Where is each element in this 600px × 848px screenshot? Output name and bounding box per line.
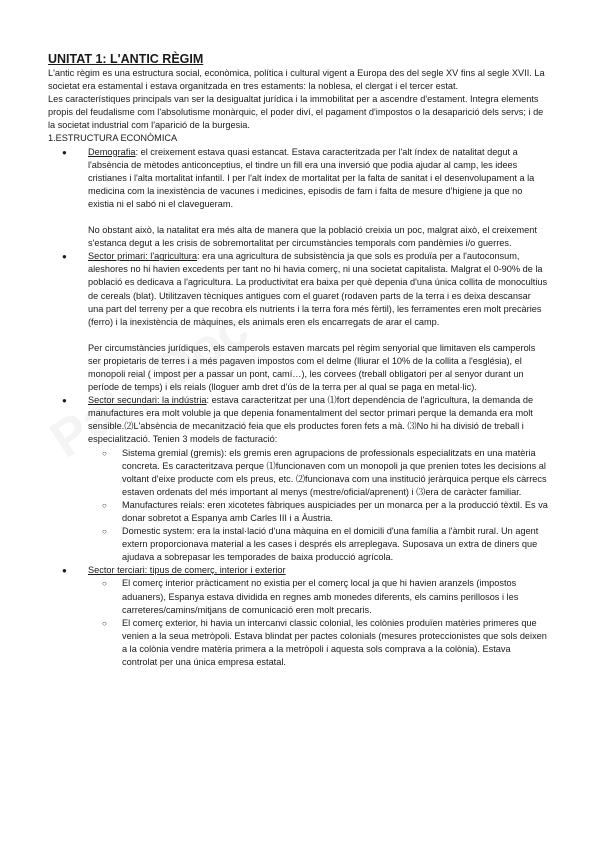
sub-item: ○ Domestic system: era la instal·lació d'una màquina en el domicili d'una família a l'àmbit rural. Un agent extern proporcionava material a les cases i després els arreplegava. Suposava un extra de diners que ajudava a sobrepasar les temporades de baixa producció agrícola. [88,525,548,564]
sub-item: ○ El comerç interior pràcticament no existia per el comerç local ja que hi havien aranzels (impostos aduaners), Espanya estava dividida en regnes amb monedes diferents, els camins perillosos i les carreteres/camins/mitjans de comunicació eren molt precaris. [88,577,548,616]
sub-item: ○ Sistema gremial (gremis): els gremis eren agrupacions de professionals especialitzats en una matèria concreta. Es caracteritzava perque ⑴funcionaven com un monopoli ja que prenien totes les decisions al voltant d'eixe producte com els preus, etc. ⑵funcionava com una institució jeràrquica perque els càrrecs estaven ordenats del més important al menys (mestre/oficial/aprenent) i ⑶era de caràcter familiar. [88,447,548,499]
sub-list [88,447,548,565]
bullet-sector-secundari [48,394,548,564]
bullet-demografia [48,146,548,251]
bullet-label: Sector primari: l'agricultura [88,251,197,262]
intro-paragraph-2: Les característiques principals van ser la desigualtat jurídica i la immobilitat per a ascendre d'estament. Integra elements propis del feudalisme com l'absolutisme monàrquic, el poder diví, el pagament d'impostos o la desaparició dels servs; i de la societat industrial com l'aparició de la burgesia. [48,94,544,131]
bullet-list [48,146,548,670]
sub-list [88,577,548,669]
bullet-label: Demografia [88,146,136,157]
bullet-text: : era una agricultura de subsistència ja que sols es produïa per a l'autoconsum, aleshores no hi havien excedents per tant no hi havia comerç, ni una societat capitalista. Malgrat el 0-90% de la població es dedicava a l'agricultura. La productivitat era baixa per què depenia d'una única collita de monocultius de cereals (blat). Utilitzaven tècniques antigues com el guaret (rodaven parts de la terra i es deixa descansar una part del terreny per a que recobra els nutrients i la terra fora més fèrtil), les ferramentes eren molt precàries (ferro) i la inexistència de màquines, els animals eren els encarregats de arar el camp. [88,251,548,327]
sub-item: ○ El comerç exterior, hi havia un intercanvi classic colonial, les colònies produïen matèries primeres que venien a la seua metròpoli. Estava blindat per pactes colonials (mesures proteccionistes que sols deixen a la colònia vendre matèria primera a la metròpoli i aquesta sols comprava a la colònia). Estava controlat per una única empresa estatal. [88,617,548,669]
section-heading: 1.ESTRUCTURA ECONÒMICA [48,133,178,144]
bullet-label: Sector secundari: la indústria [88,395,207,406]
sub-item: ○ Manufactures reials: eren xicotetes fàbriques auspiciades per un monarca per a la producció tèxtil. Es va donar sobretot a Espanya amb Carles III i a Àustria. [88,499,548,525]
page-title: UNITAT 1: L'ANTIC RÈGIM [48,52,204,66]
bullet-sector-terciari [48,564,548,669]
bullet-label: Sector terciari: tipus de comerç, interior i exterior [88,565,286,576]
intro-paragraph-1: L'antic règim es una estructura social, econòmica, política i cultural vigent a Europa des del segle XV fins al segle XVII. La societat era estamental i estava organitzada en tres estaments: la noblesa, el clergat i el tercer estat. [48,68,545,92]
bullet-text: : el creixement estava quasi estancat. Estava caracteritzada per l'alt índex de natalitat degut a l'absència de mètodes anticonceptius, el tindre un fill era una inversió que podia ajudar al camp, les idees cristianes i l'alta mortalitat infantil. I per l'alt índex de mortalitat per la falta de sanitat i el desenvolupament a la medicina com la inexistència de vacunes i medicines, episodis de fam i falta de mesure d'higiene ja que no existia ni el sabó ni el clavegueram. [88,146,535,209]
bullet-paragraph: No obstant això, la natalitat era més alta de manera que la població creixia un poc, malgrat això, el creixement s'estanca degut a les crisis de sobremortalitat per circumstàncies temporals com pandèmies i/o guerres. [88,225,537,249]
bullet-paragraph: Per circumstàncies jurídiques, els camperols estaven marcats pel règim senyorial que limitaven els camperols ser propietaris de terres i a més pagaven impostos com el delme (lliurar el 10% de la collita a l'església), el monopoli reial ( impost per a passar un pont, camí…), les corvees (treball obligatori per al senyor durant un període de temps) i els reials (lloguer amb dret d'ús de la terra per al qual se paga en metal·lic). [88,342,536,393]
bullet-sector-primari [48,250,548,394]
document-page [48,52,548,669]
bullet-text: : estava caracteritzat per una ⑴fort dependència de l'agricultura, la demanda de manufactures era molt voluble ja que depenia fonamentalment del sector primari perque la demanda era molt sensible.⑵L'absència de mecanització feia que els productes foren fets a mà. ⑶No hi ha divisió de treball i especialització. Tenien 3 models de facturació: [88,395,534,445]
